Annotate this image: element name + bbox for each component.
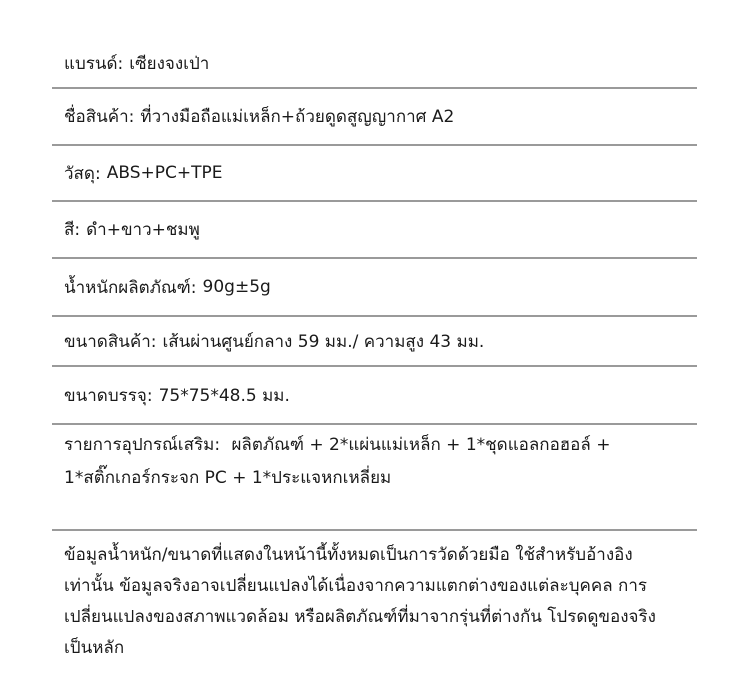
spec-row-weight bbox=[52, 259, 697, 317]
spec-value: เซียงจงเป่า bbox=[129, 54, 210, 74]
spec-row-color bbox=[52, 202, 697, 259]
spec-label: ขนาดบรรจุ: bbox=[64, 385, 153, 406]
spec-label: แบรนด์: bbox=[64, 54, 124, 74]
spec-list bbox=[52, 40, 697, 531]
spec-row-brand bbox=[52, 40, 697, 89]
spec-value: ผลิตภัณฑ์ + 2*แผ่นแม่เหล็ก + 1*ชุดแอลกอฮอล์ + 1*สติ๊กเกอร์กระจก PC + 1*ประแจหกเหลี่ยม bbox=[64, 435, 611, 488]
spec-row-product-name bbox=[52, 89, 697, 146]
spec-label: ชื่อสินค้า: bbox=[64, 107, 135, 127]
spec-row-package-size bbox=[52, 367, 697, 425]
spec-row-product-size bbox=[52, 317, 697, 367]
spec-label: วัสดุ: bbox=[64, 163, 101, 184]
spec-value: 75*75*48.5 มม. bbox=[158, 385, 290, 406]
spec-label: น้ำหนักผลิตภัณฑ์: bbox=[64, 277, 197, 298]
spec-value: ABS+PC+TPE bbox=[106, 163, 223, 183]
spec-value: เส้นผ่านศูนย์กลาง 59 มม./ ความสูง 43 มม. bbox=[162, 331, 485, 352]
spec-value: 90g±5g bbox=[202, 277, 271, 297]
spec-row-accessories bbox=[52, 425, 697, 531]
spec-value: ที่วางมือถือแม่เหล็ก+ถ้วยดูดสูญญากาศ A2 bbox=[140, 107, 455, 127]
spec-label: สี: bbox=[64, 220, 81, 240]
spec-value: ดำ+ขาว+ชมพู bbox=[86, 220, 200, 240]
spec-label: ขนาดสินค้า: bbox=[64, 331, 157, 352]
spec-row-material bbox=[52, 146, 697, 202]
spec-label: รายการอุปกรณ์เสริม: bbox=[64, 435, 221, 455]
measurement-disclaimer: ข้อมูลน้ำหนัก/ขนาดที่แสดงในหน้านี้ทั้งหมดเป็นการวัดด้วยมือ ใช้สำหรับอ้างอิงเท่านั้น ข้อมูลจริงอาจเปลี่ยนแปลงได้เนื่องจากความแตกต่างของแต่ละบุคคล การเปลี่ยนแปลงของสภาพแวดล้อม หรือผลิตภัณฑ์ที่มาจากรุ่นที่ต่างกัน โปรดดูของจริงเป็นหลัก bbox=[64, 545, 656, 658]
